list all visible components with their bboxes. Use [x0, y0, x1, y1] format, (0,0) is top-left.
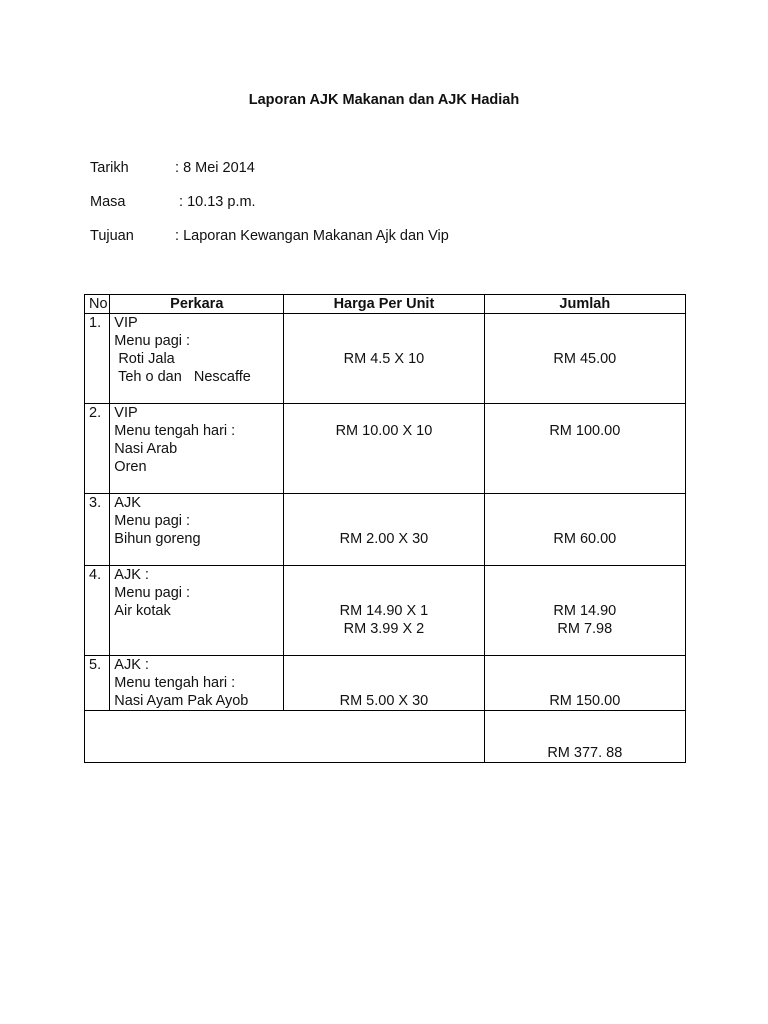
cell-perkara [110, 656, 284, 711]
cell-no: 2. [85, 404, 110, 494]
cell-perkara [110, 404, 284, 494]
meta-label: Tarikh [90, 160, 129, 176]
header-jumlah: Jumlah [484, 295, 685, 314]
perkara-line: AJK [114, 495, 141, 511]
perkara-line: Air kotak [114, 603, 171, 619]
cell-harga-value: RM 10.00 X 10 [335, 423, 433, 439]
table-row [85, 566, 686, 656]
cell-no: 4. [85, 566, 110, 656]
meta-value: : 8 Mei 2014 [175, 158, 255, 178]
cell-jumlah-value: RM 7.98 [557, 621, 613, 637]
total-label-cell [85, 711, 485, 763]
perkara-line: Nasi Ayam Pak Ayob [114, 693, 249, 709]
total-row [85, 711, 686, 763]
cell-jumlah [484, 314, 685, 404]
table-body [85, 314, 686, 763]
cell-jumlah-value: RM 150.00 [549, 693, 621, 709]
expense-table [84, 294, 686, 763]
cell-no: 1. [85, 314, 110, 404]
meta-value: : Laporan Kewangan Makanan Ajk dan Vip [175, 226, 449, 246]
cell-harga-value: RM 14.90 X 1 [339, 603, 429, 619]
meta-value: : 10.13 p.m. [179, 192, 256, 212]
perkara-line: AJK : [114, 657, 149, 673]
header-no: No [85, 295, 110, 314]
cell-harga [284, 494, 484, 566]
cell-jumlah [484, 566, 685, 656]
perkara-line: VIP [114, 405, 138, 421]
cell-no: 5. [85, 656, 110, 711]
perkara-line: Bihun goreng [114, 531, 201, 547]
perkara-line: Menu pagi : [114, 585, 191, 601]
table-row [85, 494, 686, 566]
cell-jumlah-value: RM 60.00 [553, 531, 617, 547]
table-row [85, 404, 686, 494]
cell-jumlah [484, 656, 685, 711]
header-harga: Harga Per Unit [284, 295, 484, 314]
perkara-line: VIP [114, 315, 138, 331]
perkara-line: Menu tengah hari : [114, 423, 236, 439]
perkara-line: Roti Jala [114, 351, 175, 367]
table-row [85, 314, 686, 404]
perkara-line: Menu pagi : [114, 513, 191, 529]
cell-harga [284, 404, 484, 494]
header-perkara: Perkara [110, 295, 284, 314]
total-amount: RM 377. 88 [484, 711, 685, 763]
cell-jumlah-value: RM 100.00 [549, 423, 621, 439]
cell-jumlah-value: RM 45.00 [553, 351, 617, 367]
perkara-line: Menu tengah hari : [114, 675, 236, 691]
perkara-line: Oren [114, 459, 147, 475]
meta-label: Tujuan [90, 228, 134, 244]
cell-perkara [110, 494, 284, 566]
cell-harga [284, 314, 484, 404]
cell-harga [284, 566, 484, 656]
cell-harga [284, 656, 484, 711]
cell-harga-value: RM 2.00 X 30 [339, 531, 429, 547]
cell-jumlah-value: RM 14.90 [553, 603, 617, 619]
cell-harga-value: RM 5.00 X 30 [339, 693, 429, 709]
perkara-line: Menu pagi : [114, 333, 191, 349]
cell-harga-value: RM 3.99 X 2 [343, 621, 425, 637]
cell-perkara [110, 314, 284, 404]
cell-jumlah [484, 404, 685, 494]
document-title: Laporan AJK Makanan dan AJK Hadiah [248, 92, 520, 108]
cell-no: 3. [85, 494, 110, 566]
meta-label: Masa [90, 194, 126, 210]
perkara-line: Nasi Arab [114, 441, 178, 457]
cell-perkara [110, 566, 284, 656]
cell-jumlah [484, 494, 685, 566]
cell-harga-value: RM 4.5 X 10 [343, 351, 425, 367]
table-row [85, 656, 686, 711]
perkara-line: AJK : [114, 567, 149, 583]
table-header-row [85, 295, 686, 314]
perkara-line: Teh o dan Nescaffe [114, 369, 251, 385]
